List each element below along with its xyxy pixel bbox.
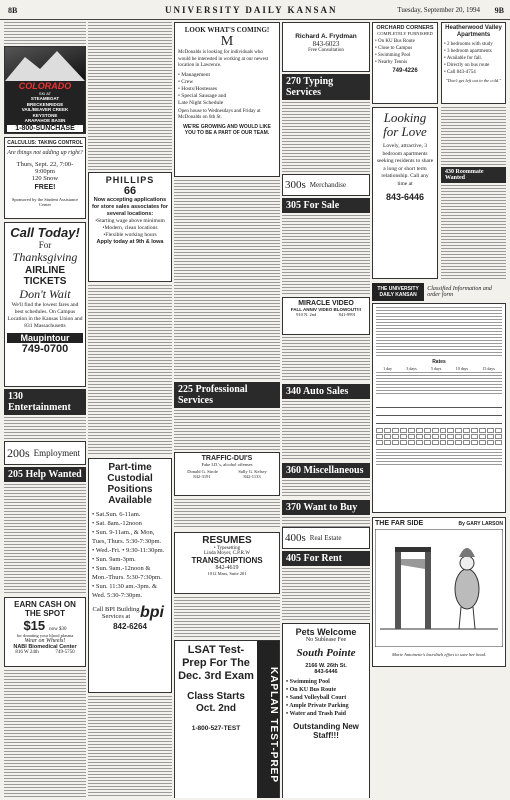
ad-copy-cell[interactable] [400,434,407,439]
earn-wheels: Wear on Wheels! [24,638,66,644]
kaplan-lsat-ad[interactable] [174,640,280,798]
ad-copy-cell[interactable] [408,428,415,433]
column-4 [282,22,370,798]
merch-number: 300s [285,179,306,191]
shift-item: • Sun. 9am.-12noon & Mon.-Thurs. 5:30-7:30pm. [92,565,162,581]
kaplan-brand: KAPLAN TEST-PREP [257,641,279,798]
mcd-heading: LOOK WHAT'S COMING! [184,26,270,34]
resumes-title: RESUMES [202,535,252,546]
ad-copy-cell[interactable] [440,434,447,439]
pets-title: Pets Welcome [295,627,357,637]
south-pointe-ad[interactable] [282,623,370,798]
south-address: 2166 W. 26th St. [305,663,347,669]
calculus-title: CALCULUS: TAKING CONTROL [7,140,83,146]
column-2 [88,22,172,798]
shift-item: • Sun. 9am-3pm. [92,556,136,563]
amenity-item: • Sand Volleyball Court [286,695,347,701]
far-side-author: By GARY LARSON [458,520,503,527]
mcdonalds-ad[interactable] [174,22,280,177]
section-header-roommate: 430 Roommate Wanted [441,167,506,183]
resumes-by: Linda Moyer, C.P.R.W [204,551,250,556]
orchard-title: ORCHARD CORNERS [376,25,434,31]
ad-copy-cell[interactable] [463,434,470,439]
realestate-number: 400s [285,532,306,544]
ad-copy-cell[interactable] [376,428,383,433]
section-header-auto: 340 Auto Sales [282,384,370,399]
classified-text-block [174,410,280,450]
classified-text-block [174,180,280,380]
employment-label: Employment [33,448,81,458]
ad-copy-cell[interactable] [408,440,415,445]
section-header-professional: 225 Professional Services [174,382,280,408]
realestate-label: Real Estate [309,534,342,542]
custodial-ad[interactable] [88,458,172,693]
looking-body: Lovely, attractive, 3 bedroom apartments seeking residents to share a long or short term relationship. Call any time at [376,143,434,187]
merchandise-banner [282,174,370,196]
call-today-heading: Call Today! [10,225,80,240]
golden-arches-icon: M [220,34,234,49]
travel-holiday: Thanksgiving [12,250,78,264]
form-field-address[interactable] [376,408,502,416]
travel-airline: AIRLINE [25,265,65,276]
transcriptions-address: 1012 Mass, Suite 201 [207,571,247,576]
section-header-want-to-buy: 370 Want to Buy [282,500,370,515]
ad-copy-cell[interactable] [400,428,407,433]
traffic-heading: TRAFFIC-DUI'S [201,455,253,462]
calculus-question: Are things not adding up right? [7,150,83,156]
ad-copy-cell[interactable] [479,440,486,445]
form-instructions [376,307,502,357]
ad-copy-cell[interactable] [440,428,447,433]
amenity-item: • On KU Bus Route [286,687,337,693]
classified-text-block [4,417,86,439]
mcd-tagline: WE'RE GROWING AND WOULD LIKE YOU TO BE A PART OF OUR TEAM. [183,123,271,136]
calculus-sponsor: Sponsored by the Student Assistance Center [11,197,79,207]
bpi-logo: bpi [140,604,164,621]
column-5 [372,22,506,798]
lawyer-tag: Free Consultation [308,48,344,53]
traffic-sub: Fake I.D.'s, alcohol offenses [201,462,253,467]
south-tagline: Outstanding New Staff!!! [293,722,359,740]
employment-number: 200s [7,445,30,460]
ad-copy-cell[interactable] [463,440,470,445]
ski-resort-name: STEAMBOAT [30,96,60,101]
rates-title: Rates [432,359,446,365]
calculus-time: Thurs, Sept. 22, 7:00-9:00pm [16,161,74,175]
amenity-item: • Water and Trash Paid [286,711,347,717]
issue-date: Tuesday, September 20, 1994 [397,6,480,14]
phillips-apply: Apply today at 9th & Iowa [96,239,164,245]
ad-copy-cell[interactable] [376,434,383,439]
ad-copy-cell[interactable] [495,440,502,445]
rate-column-header: 15 days [482,366,495,371]
page-number-left: 8B [8,6,18,15]
miracle-sub: FALL ANNIV VIDEO BLOWOUT!!! [290,307,362,312]
sunchase-phone: 1-800-SUNCHASE [7,125,83,132]
resumes-type: • Typesetting [213,546,241,551]
shift-item: • Sun. 9-11am., & Mon, Tues, Thurs. 5:30-7:30pm. [92,529,162,545]
classified-text-block [282,517,370,527]
maupintour-phone: 749-0700 [21,343,69,355]
looking-for-love-ad[interactable] [372,107,438,279]
section-header-entertainment: 130 Entertainment [4,389,86,415]
travel-body: We'll find the lowest fares and best schedules. On Campus Location in the Kansas Union and 831 Massachusetts [7,302,83,329]
column-3 [174,22,280,798]
phillips-bullet-2: •Modern, clean locations [102,225,158,231]
travel-for: For [38,240,52,250]
orchard-phone: 749-4226 [392,68,418,74]
attorney-phone-1: 842-3191 [193,474,211,479]
form-payment-lines [376,449,502,467]
classified-text-block [441,185,506,280]
mcd-position-item: Late Night Schedule [178,99,224,106]
rate-column-header: 5 days [431,366,442,371]
classified-text-block [282,480,370,498]
miracle-phone: 841-9991 [338,312,356,317]
attorney-phone-2: 842-1133 [243,474,261,479]
miracle-title: MIRACLE VIDEO [298,300,354,307]
colorado-title: COLORADO [18,81,72,91]
classified-heading: Classified Information and order form [427,286,492,298]
travel-ad[interactable] [4,222,86,387]
earn-amount: $15 [23,618,46,633]
phillips-bullet-3: •Flexible working hours [103,232,157,238]
lawyer-ad[interactable] [282,22,370,72]
shift-item: • Sat. 8am.-12noon [92,520,142,527]
ad-copy-cell[interactable] [408,434,415,439]
ad-copy-cell[interactable] [416,440,423,445]
ad-copy-cell[interactable] [440,440,447,445]
ad-copy-cell[interactable] [384,434,391,439]
masthead: UNIVERSITY DAILY KANSAN [165,5,338,15]
travel-dont-wait: Don't Wait [19,287,71,301]
orchard-corners-ad[interactable] [372,22,438,104]
looking-phone: 843-6446 [385,192,425,202]
ad-copy-cell[interactable] [392,428,399,433]
ad-copy-cell[interactable] [487,440,494,445]
orchard-amenity: • On KU Bus Route [375,39,415,44]
section-header-misc: 360 Miscellaneous [282,463,370,478]
page-header [0,0,510,20]
ad-copy-cell[interactable] [384,440,391,445]
miracle-video-ad[interactable] [282,297,370,335]
phillips-bullet-1: •Starting wage above minimum [95,218,165,224]
orchard-amenity: • Close to Campus [375,46,413,51]
ad-copy-cell[interactable] [432,440,439,445]
ad-copy-cell[interactable] [416,434,423,439]
ski-resort-name: BRECKENRIDGE [26,101,64,107]
phillips-name: PHILLIPS [105,175,155,185]
ad-copy-cell[interactable] [487,428,494,433]
classified-text-block [88,22,172,170]
ad-copy-cell[interactable] [463,428,470,433]
lsat-title: LSAT Test-Prep For The Dec. 3rd Exam [178,644,254,682]
south-pointe-logo: South Pointe [296,647,356,659]
form-field-phone[interactable] [376,416,502,424]
classified-text-block [282,215,370,295]
phillips-body: Now accepting applications for store sales associates for several locations: [91,197,169,217]
traffic-dui-ad[interactable] [174,452,280,496]
heatherwood-amenity: • Directly on bus route [444,63,490,68]
kansan-badge: THE UNIVERSITY DAILY KANSAN [372,283,424,301]
mcd-position-item: • Management [178,71,211,78]
looking-heading: Looking for Love [383,110,427,139]
classified-text-block [88,696,172,798]
real-estate-banner [282,527,370,549]
ad-copy-cell[interactable] [455,440,462,445]
heatherwood-amenity: • Call 843-4754 [444,70,476,75]
classified-text-block [282,401,370,461]
section-header-typing: 270 Typing Services [282,74,370,100]
far-side-title: THE FAR SIDE [375,520,424,527]
lawyer-name: Richard A. Frydman [295,33,357,40]
mcd-position-item: • Hosts/Hostesses [178,85,218,92]
custodial-title: Part-time Custodial Positions Available [107,462,153,506]
merch-label: Merchandise [309,181,346,189]
colorado-ski-ad[interactable] [4,46,86,134]
ad-copy-cell[interactable] [495,428,502,433]
employment-banner [4,441,86,465]
shift-item: • Sun. 11:30 am.-3pm. & Wed. 5:30-7:30pm. [92,583,158,599]
far-side-drawing-icon [375,529,503,647]
calculus-room: 120 Snow [31,175,59,182]
classified-text-block [4,484,86,594]
ad-copy-cell[interactable] [479,434,486,439]
lsat-classes: Class Starts Oct. 2nd [187,691,245,714]
orchard-sub: COMPLETELY FURNISHED [377,31,433,36]
classified-order-form[interactable] [372,303,506,513]
lawyer-phone: 843-6023 [312,40,340,48]
calculus-ad [4,137,86,219]
earn-small: now $30 [49,627,67,632]
heatherwood-amenity: • Available for fall. [444,56,483,61]
orchard-amenity: • Swimming Pool [375,53,411,58]
bpi-call: Call BPI Building Services at [92,606,140,620]
mcd-hours: Open house to Wednesdays and Friday at McDonalds on 6th St. [178,108,261,120]
ad-copy-cell[interactable] [487,434,494,439]
heatherwood-tag: "Don't get left out in the cold." [445,78,502,83]
ad-copy-cell[interactable] [392,434,399,439]
ad-copy-cell[interactable] [479,428,486,433]
ad-copy-cell[interactable] [447,440,454,445]
section-header-help-wanted: 205 Help Wanted [4,467,86,482]
lsat-phone: 1-800-527-TEST [191,725,241,732]
attorney-2: Sally G. Kelsey [238,469,267,474]
ad-copy-cell[interactable] [384,428,391,433]
far-side-caption: Marie Antoinette's last-ditch effort to save her head. [391,652,487,657]
ski-resort-name: KEYSTONE [32,112,58,118]
ad-copy-cell[interactable] [432,428,439,433]
rate-column-header: 3 days [406,366,417,371]
orchard-amenity: • Nearby Tennis [375,60,408,65]
mountain-icon [5,47,85,81]
section-header-for-sale: 305 For Sale [282,198,370,213]
nabi-center: NABI Biomedical Center [13,644,77,650]
nabi-address: 816 W 24th [15,650,39,655]
ad-copy-cell[interactable] [455,428,462,433]
phillips66-ad[interactable] [88,172,172,282]
page-number-right: 9B [494,6,504,15]
transcriptions-phone: 842-4619 [215,565,239,571]
far-side-comic [372,517,506,667]
heatherwood-amenity: • 2 bedrooms with study [444,42,493,47]
amenity-item: • Swimming Pool [286,679,330,685]
ski-resort-name: VAIL/BEAVER CREEK [21,107,69,112]
nabi-phone: 749-5750 [55,650,75,655]
ski-resort-name: ARAPAHOE BASIN [24,118,66,123]
rate-column-header: 10 days [455,366,469,371]
ad-copy-cell[interactable] [471,440,478,445]
plasma-ad[interactable] [4,597,86,667]
ad-copy-cell[interactable] [424,434,431,439]
ad-copy-cell[interactable] [495,434,502,439]
ad-copy-cell[interactable] [471,428,478,433]
ad-copy-cell[interactable] [376,440,383,445]
classified-text-block [441,107,506,165]
calculus-free: FREE! [34,184,56,191]
heatherwood-title: Heatherwood Valley Apartments [445,25,502,38]
transcriptions-title: TRANSCRIPTIONS [191,556,263,565]
maupintour-logo: Maupintour [7,333,83,343]
mcd-body: McDonalds is looking for individuals who would be interested in working at our newest location in Lawrence. [178,50,269,68]
shift-item: • Wed.-Fri. • 9:30-11:30pm. [92,547,165,554]
heatherwood-ad[interactable] [441,22,506,104]
classified-text-block [282,568,370,620]
ad-copy-cell[interactable] [424,440,431,445]
miracle-address: 910 N. 2nd [296,312,317,317]
rate-column-header: 1 day [383,366,392,371]
ad-copy-cell[interactable] [424,428,431,433]
classified-text-block [174,499,280,529]
resumes-ad[interactable] [174,532,280,594]
form-field-name[interactable] [376,400,502,408]
classified-text-block [88,285,172,455]
ad-copy-cell[interactable] [455,434,462,439]
earn-title: EARN CASH ON THE SPOT [14,600,76,618]
classified-text-block [4,670,86,798]
classified-text-block [282,102,370,174]
south-phone: 843-6446 [314,669,338,675]
shift-item: • Sat.Sun. 6-11am. [92,511,141,518]
classified-text-block [4,22,86,44]
ad-copy-cell[interactable] [392,440,399,445]
travel-tickets: TICKETS [23,276,67,287]
pets-sub: No Sublease Fee [305,637,347,643]
bpi-phone: 842-6264 [113,622,147,631]
ski-line: SKI AT [38,91,52,96]
ad-copy-cell[interactable] [416,428,423,433]
ad-copy-cell[interactable] [400,440,407,445]
mcd-position-item: • Special Sausage and [178,92,227,99]
section-header-for-rent: 405 For Rent [282,551,370,566]
amenity-item: • Ample Private Parking [286,703,349,709]
classified-text-block [174,597,280,637]
mountain-graphic [5,47,85,81]
phillips-66: 66 [123,185,137,197]
ad-copy-cell[interactable] [432,434,439,439]
attorney-1: Donald G. Strole [187,469,218,474]
earn-sub: for donating your blood plasma [16,633,74,638]
ad-copy-cell[interactable] [447,434,454,439]
classified-text-block [282,337,370,382]
mcd-position-item: • Crew [178,78,194,85]
column-1 [4,22,86,798]
rates-table [376,372,502,396]
heatherwood-amenity: • 3 bedroom apartments [444,49,492,54]
ad-copy-cell[interactable] [471,434,478,439]
ad-copy-cell[interactable] [447,428,454,433]
